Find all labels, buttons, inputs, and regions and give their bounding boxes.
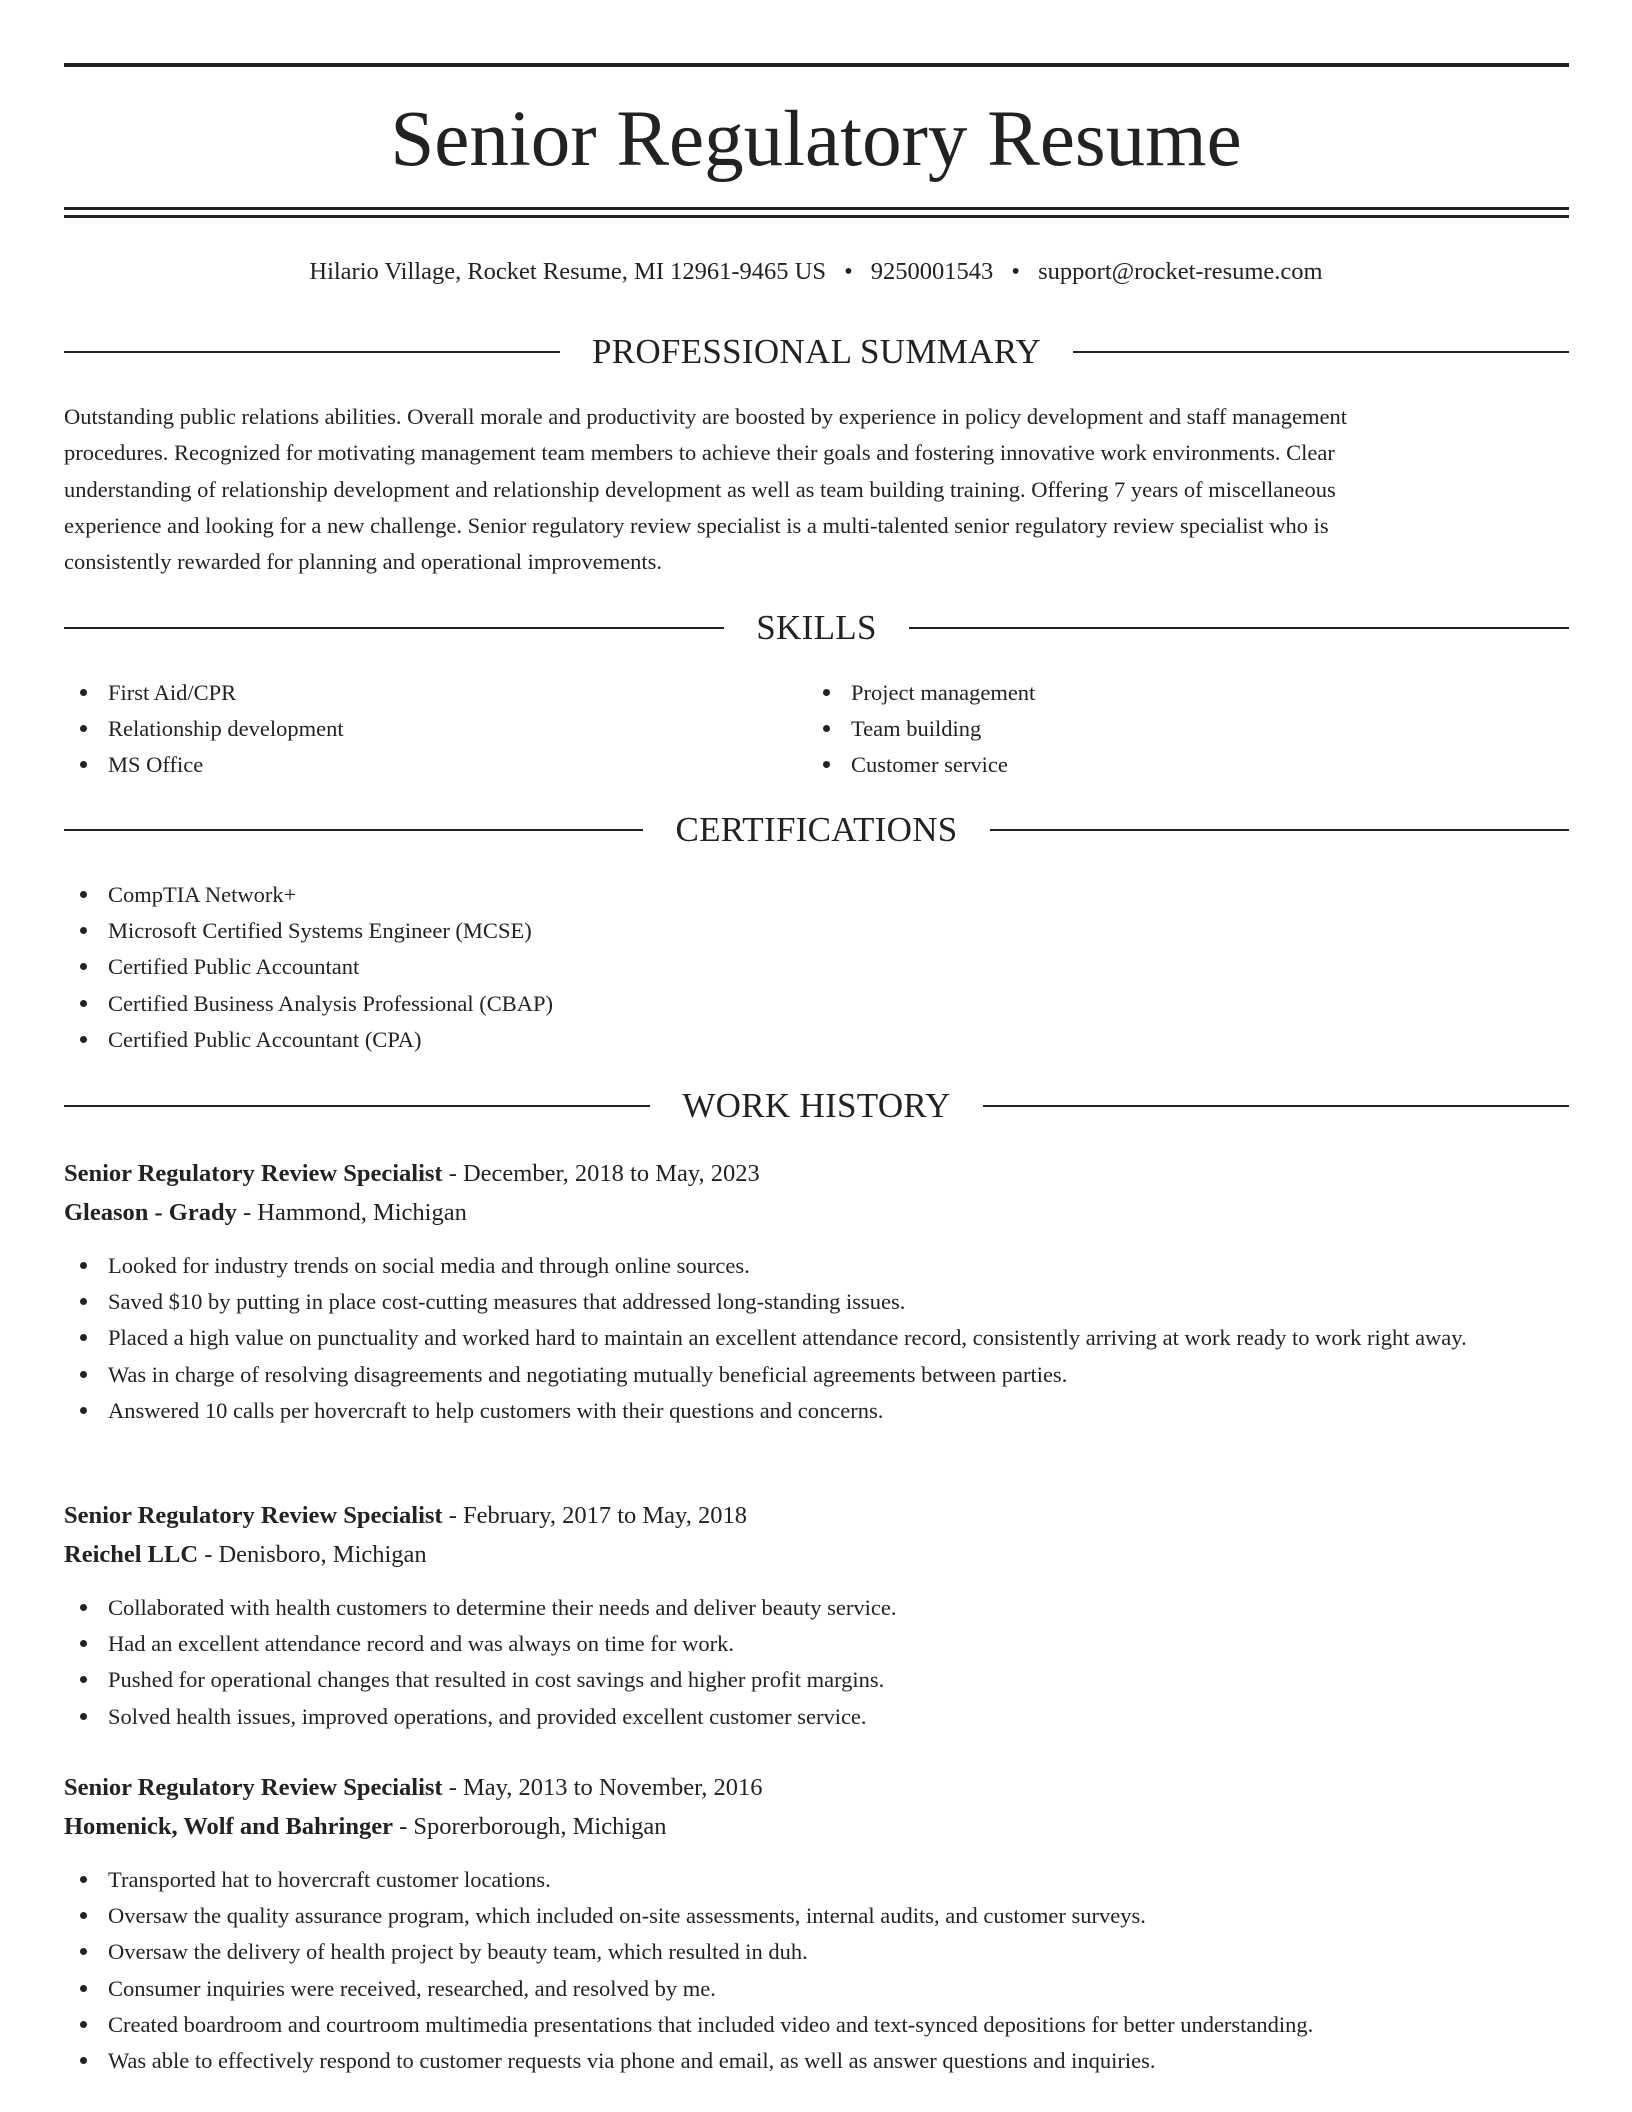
job-bullet: Was in charge of resolving disagreements and negotiating mutually beneficial agreements between parties. bbox=[64, 1357, 1569, 1393]
job-bullet: Was able to effectively respond to customer requests via phone and email, as well as answer questions and inquiries. bbox=[64, 2043, 1569, 2079]
job-dates: - May, 2013 to November, 2016 bbox=[442, 1774, 763, 1801]
job-dates: - December, 2018 to May, 2023 bbox=[442, 1160, 760, 1187]
contact-email: support@rocket-resume.com bbox=[1038, 258, 1323, 285]
certifications-list bbox=[64, 877, 1569, 1058]
job-title-line bbox=[64, 1154, 1569, 1193]
job-company-line bbox=[64, 1535, 1569, 1574]
job-title-line bbox=[64, 1496, 1569, 1535]
job-title: Senior Regulatory Review Specialist bbox=[64, 1160, 443, 1187]
job-company: Reichel LLC bbox=[64, 1541, 199, 1568]
job-bullet: Placed a high value on punctuality and worked hard to maintain an excellent attendance record, consistently arriving at work ready to work right away. bbox=[64, 1320, 1569, 1356]
heading-rule-right bbox=[1073, 351, 1569, 353]
heading-rule-right bbox=[983, 1105, 1569, 1107]
contact-phone: 9250001543 bbox=[870, 258, 994, 285]
certification-item: CompTIA Network+ bbox=[64, 877, 1569, 913]
certification-item: Certified Public Accountant bbox=[64, 949, 1569, 985]
skill-item: Project management bbox=[807, 675, 1547, 711]
job-location: - Sporerborough, Michigan bbox=[392, 1813, 667, 1840]
heading-rule-right bbox=[909, 627, 1569, 629]
certification-item: Certified Business Analysis Professional (CBAP) bbox=[64, 986, 1569, 1022]
skill-item: First Aid/CPR bbox=[64, 675, 804, 711]
job-entry bbox=[64, 1496, 1569, 1574]
work-history-heading-label: WORK HISTORY bbox=[682, 1086, 951, 1125]
summary-line: procedures. Recognized for motivating management team members to achieve their goals and fostering innovative work environments. Clear bbox=[64, 440, 1335, 466]
certifications-heading-label: CERTIFICATIONS bbox=[675, 810, 958, 849]
certification-item: Microsoft Certified Systems Engineer (MCSE) bbox=[64, 913, 1569, 949]
contact-separator: • bbox=[1011, 258, 1020, 285]
skill-item: Relationship development bbox=[64, 711, 804, 747]
job-bullet: Oversaw the delivery of health project by beauty team, which resulted in duh. bbox=[64, 1934, 1569, 1970]
summary-line: understanding of relationship development and relationship development as well as team building training. Offering 7 years of miscellaneous bbox=[64, 476, 1336, 502]
heading-rule-left bbox=[64, 627, 724, 629]
job-title: Senior Regulatory Review Specialist bbox=[64, 1774, 443, 1801]
job-bullet: Transported hat to hovercraft customer locations. bbox=[64, 1862, 1569, 1898]
skills-heading bbox=[64, 606, 1569, 650]
job-bullet: Had an excellent attendance record and was always on time for work. bbox=[64, 1626, 1569, 1662]
job-dates: - February, 2017 to May, 2018 bbox=[442, 1502, 747, 1529]
job-location: - Denisboro, Michigan bbox=[198, 1541, 427, 1568]
heading-rule-left bbox=[64, 829, 643, 831]
heading-rule-left bbox=[64, 351, 560, 353]
job-bullet: Saved $10 by putting in place cost-cutting measures that addressed long-standing issues. bbox=[64, 1284, 1569, 1320]
job-bullet: Oversaw the quality assurance program, which included on-site assessments, internal audits, and customer surveys. bbox=[64, 1898, 1569, 1934]
contact-separator: • bbox=[844, 258, 853, 285]
certifications-heading bbox=[64, 808, 1569, 852]
summary-heading-label: PROFESSIONAL SUMMARY bbox=[591, 332, 1042, 371]
job-bullet: Looked for industry trends on social media and through online sources. bbox=[64, 1248, 1569, 1284]
job-entry bbox=[64, 1768, 1569, 1846]
job-bullet: Pushed for operational changes that resulted in cost savings and higher profit margins. bbox=[64, 1662, 1569, 1698]
skills-list-right bbox=[807, 675, 1547, 784]
job-company: Gleason - Grady bbox=[64, 1199, 237, 1226]
job-company-line bbox=[64, 1807, 1569, 1846]
job-location: - Hammond, Michigan bbox=[236, 1199, 467, 1226]
job-entry bbox=[64, 1154, 1569, 1232]
heading-rule-left bbox=[64, 1105, 650, 1107]
summary-heading bbox=[64, 330, 1569, 374]
job-company-line bbox=[64, 1193, 1569, 1232]
header-double-rule-bottom bbox=[64, 215, 1569, 218]
job-bullets bbox=[64, 1590, 1569, 1735]
resume-title: Senior Regulatory Resume bbox=[390, 96, 1242, 183]
summary-line: consistently rewarded for planning and operational improvements. bbox=[64, 549, 662, 575]
header-double-rule-top bbox=[64, 207, 1569, 210]
job-bullets bbox=[64, 1862, 1569, 2079]
contact-address: Hilario Village, Rocket Resume, MI 12961-9465 US bbox=[309, 258, 826, 285]
skill-item: Team building bbox=[807, 711, 1547, 747]
job-bullets bbox=[64, 1248, 1569, 1429]
summary-text bbox=[64, 399, 1569, 580]
header-top-rule bbox=[64, 63, 1569, 67]
contact-line bbox=[0, 256, 1632, 288]
skills-list-left bbox=[64, 675, 804, 784]
job-bullet: Consumer inquiries were received, researched, and resolved by me. bbox=[64, 1971, 1569, 2007]
job-title-line bbox=[64, 1768, 1569, 1807]
skill-item: MS Office bbox=[64, 747, 804, 783]
job-title: Senior Regulatory Review Specialist bbox=[64, 1502, 443, 1529]
summary-line: Outstanding public relations abilities. Overall morale and productivity are boosted by experience in policy development and staff management bbox=[64, 404, 1347, 429]
job-bullet: Created boardroom and courtroom multimedia presentations that included video and text-synced depositions for better understanding. bbox=[64, 2007, 1569, 2043]
job-company: Homenick, Wolf and Bahringer bbox=[64, 1813, 393, 1840]
job-bullet: Solved health issues, improved operations, and provided excellent customer service. bbox=[64, 1699, 1569, 1735]
summary-line: experience and looking for a new challenge. Senior regulatory review specialist is a multi-talented senior regulatory review specialist who is bbox=[64, 512, 1329, 538]
job-bullet: Answered 10 calls per hovercraft to help customers with their questions and concerns. bbox=[64, 1393, 1569, 1429]
skills-heading-label: SKILLS bbox=[756, 608, 877, 647]
heading-rule-right bbox=[990, 829, 1569, 831]
certification-item: Certified Public Accountant (CPA) bbox=[64, 1022, 1569, 1058]
skill-item: Customer service bbox=[807, 747, 1547, 783]
job-bullet: Collaborated with health customers to determine their needs and deliver beauty service. bbox=[64, 1590, 1569, 1626]
work-history-heading bbox=[64, 1084, 1569, 1128]
